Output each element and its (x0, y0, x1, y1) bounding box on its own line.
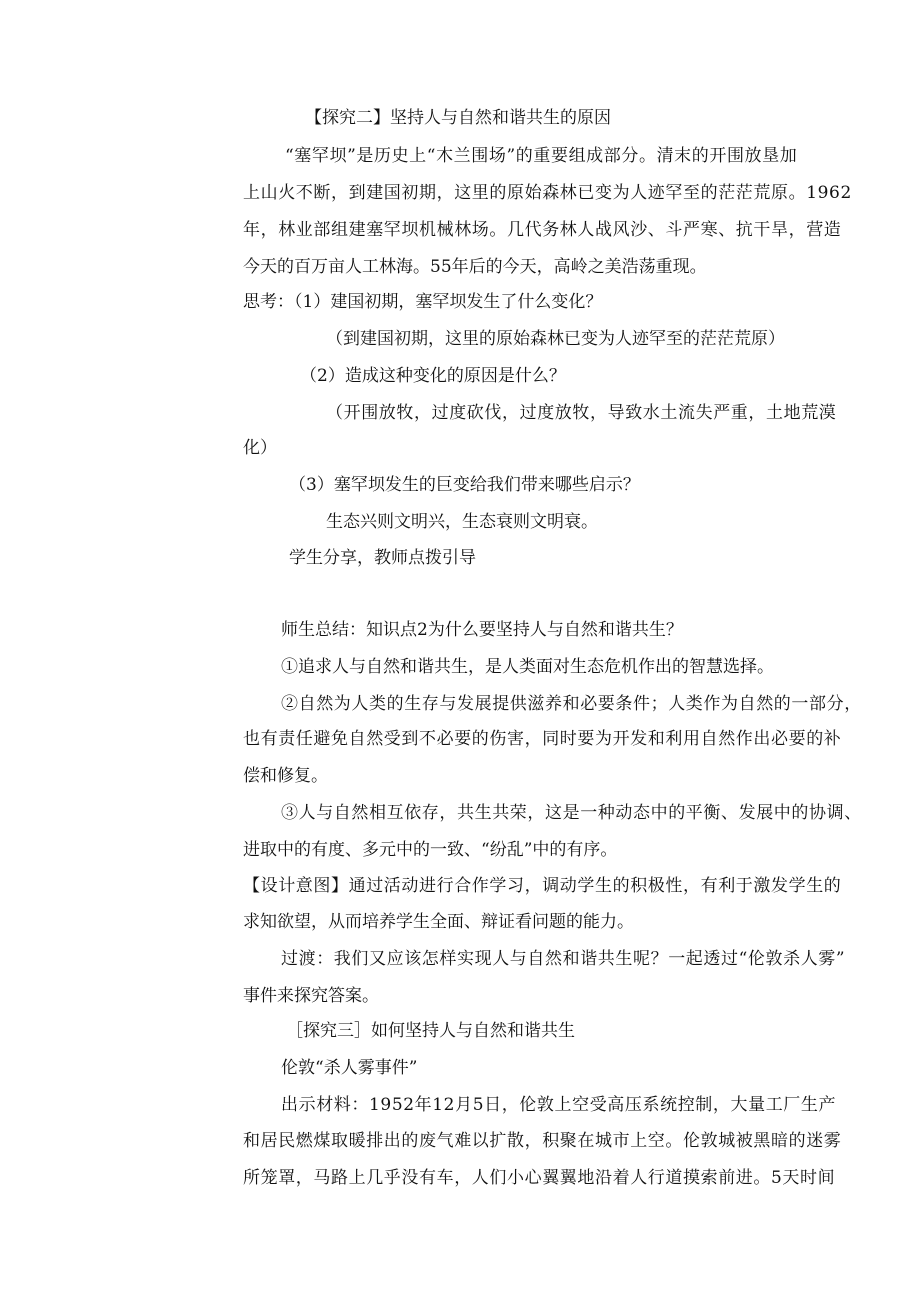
activity-note: 学生分享，教师点拨引导 (289, 548, 476, 568)
summary-point: 偿和修复。 (243, 766, 328, 786)
answer-line: （到建国初期，这里的原始森林已变为人迹罕至的茫茫荒原） (326, 329, 785, 349)
summary-point: ③人与自然相互依存，共生共荣，这是一种动态中的平衡、发展中的协调、 (281, 803, 862, 823)
question-line: （2）造成这种变化的原因是什么？ (300, 366, 566, 386)
section-heading-explore-3: ［探究三］如何坚持人与自然和谐共生 (286, 1021, 575, 1041)
answer-line: 化） (243, 438, 277, 458)
case-title: 伦敦“杀人雾事件” (281, 1058, 418, 1078)
material-line: 和居民燃煤取暖排出的废气难以扩散，积聚在城市上空。伦敦城被黑暗的迷雾 (243, 1131, 842, 1151)
summary-point: ②自然为人类的生存与发展提供滋养和必要条件；人类作为自然的一部分， (281, 694, 862, 714)
design-intent: 求知欲望，从而培养学生全面、辩证看问题的能力。 (243, 912, 634, 932)
paragraph-line: 年，林业部组建塞罕坝机械林场。几代务林人战风沙、斗严寒、抗干旱，营造 (243, 220, 842, 240)
summary-point: 也有责任避免自然受到不必要的伤害，同时要为开发和利用自然作出必要的补 (243, 729, 842, 749)
summary-point: ①追求人与自然和谐共生，是人类面对生态危机作出的智慧选择。 (281, 657, 774, 677)
summary-point: 进取中的有度、多元中的一致、“纷乱”中的有序。 (243, 840, 618, 860)
answer-line: 生态兴则文明兴，生态衰则文明衰。 (326, 512, 598, 532)
transition-line: 过渡：我们又应该怎样实现人与自然和谐共生呢？一起透过“伦敦杀人雾” (281, 949, 846, 969)
section-heading-explore-2: 【探究二】坚持人与自然和谐共生的原因 (305, 108, 611, 128)
question-line: （3）塞罕坝发生的巨变给我们带来哪些启示？ (289, 475, 640, 495)
material-line: 所笼罩，马路上几乎没有车，人们小心翼翼地沿着人行道摸索前进。5天时间 (243, 1168, 836, 1188)
paragraph-line: 上山火不断，到建国初期，这里的原始森林已变为人迹罕至的茫茫荒原。1962 (243, 183, 852, 203)
design-intent: 【设计意图】通过活动进行合作学习，调动学生的积极性，有利于激发学生的 (243, 876, 842, 896)
transition-line: 事件来探究答案。 (243, 986, 379, 1006)
paragraph-line: 今天的百万亩人工林海。55年后的今天，高岭之美浩荡重现。 (243, 257, 707, 277)
question-line: 思考：（1）建国初期，塞罕坝发生了什么变化？ (243, 292, 603, 312)
summary-heading: 师生总结：知识点2为什么要坚持人与自然和谐共生？ (281, 620, 683, 640)
paragraph-line: “塞罕坝”是历史上“木兰围场”的重要组成部分。清末的开围放垦加 (285, 146, 798, 166)
answer-line: （开围放牧，过度砍伐，过度放牧，导致水土流失严重，土地荒漠 (326, 403, 837, 423)
material-line: 出示材料：1952年12月5日，伦敦上空受高压系统控制，大量工厂生产 (281, 1095, 837, 1115)
